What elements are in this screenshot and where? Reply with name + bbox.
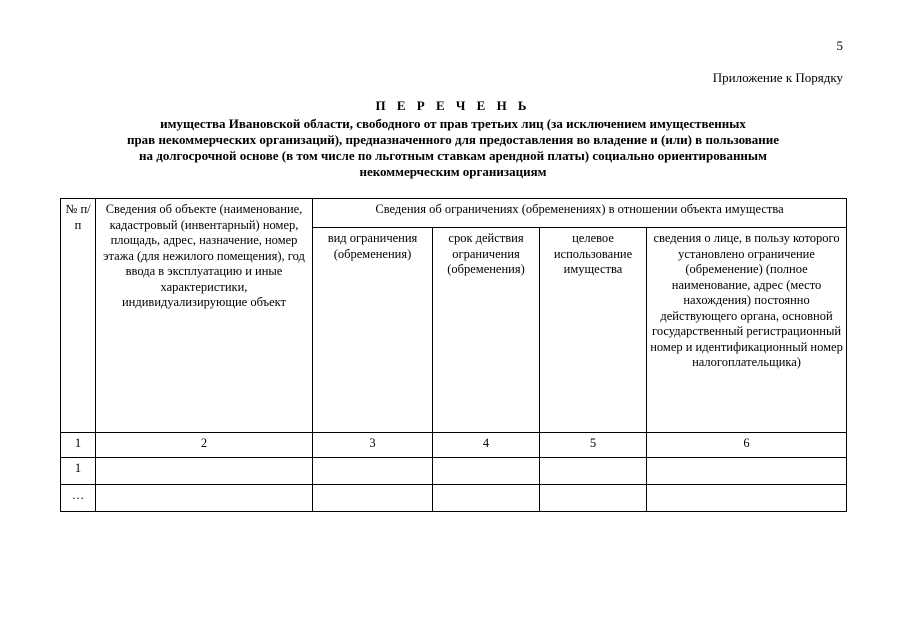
column-number: 5	[540, 433, 647, 458]
table-cell	[647, 458, 847, 485]
header-object-info: Сведения об объекте (наименование, кадастровый (инвентарный) номер, площадь, адрес, назначение, номер этажа (для нежилого помещения), год ввода в эксплуатацию и иные характеристики, индивидуализирующие объект	[96, 199, 313, 433]
header-purpose: целевое использование имущества	[540, 228, 647, 433]
table-cell	[540, 485, 647, 512]
heading-line: на долгосрочной основе (в том числе по льготным ставкам арендной платы) социально ориентированным	[139, 148, 767, 163]
page-number: 5	[836, 38, 843, 53]
table-cell	[433, 485, 540, 512]
heading-line: прав некоммерческих организаций), предназначенного для предоставления во владение и (или) в пользование	[126, 132, 780, 147]
column-number: 1	[61, 433, 96, 458]
table-cell	[647, 485, 847, 512]
table-row	[61, 458, 847, 485]
appendix-label: Приложение к Порядку	[712, 70, 843, 85]
column-number: 4	[433, 433, 540, 458]
table-cell	[313, 485, 433, 512]
column-number-row	[61, 433, 847, 458]
column-number: 6	[647, 433, 847, 458]
table-cell	[96, 485, 313, 512]
heading-line: имущества Ивановской области, свободного от прав третьих лиц (за исключением имущественных	[160, 116, 746, 131]
table-cell	[433, 458, 540, 485]
header-num: № п/п	[61, 199, 96, 433]
header-restriction-type: вид ограничения (обременения)	[313, 228, 433, 433]
table-cell: 1	[61, 458, 96, 485]
table-cell	[96, 458, 313, 485]
header-restrictions-group: Сведения об ограничениях (обременениях) в отношении объекта имущества	[313, 199, 847, 228]
document-heading	[60, 98, 846, 180]
table-cell: …	[61, 485, 96, 512]
heading-title: П Е Р Е Ч Е Н Ь	[375, 98, 531, 113]
table-cell	[313, 458, 433, 485]
table-cell	[540, 458, 647, 485]
table-row	[61, 485, 847, 512]
property-list-table	[60, 198, 847, 512]
header-beneficiary: сведения о лице, в пользу которого установлено ограничение (обременение) (полное наименование, адрес (место нахождения) постоянно действующего органа, основной государственный регистрационный номер и идентификационный номер налогоплательщика)	[647, 228, 847, 433]
header-restriction-term: срок действия ограничения (обременения)	[433, 228, 540, 433]
heading-line: некоммерческим организациям	[359, 164, 547, 179]
column-number: 2	[96, 433, 313, 458]
column-number: 3	[313, 433, 433, 458]
